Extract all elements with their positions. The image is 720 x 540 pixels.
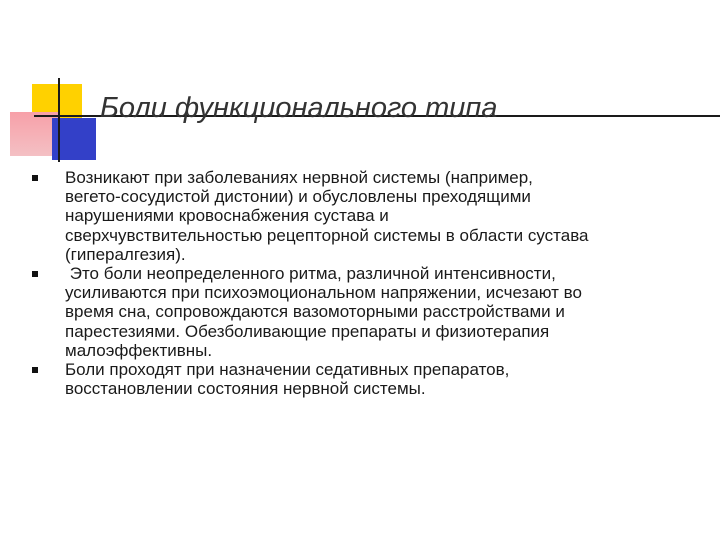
bullet-item <box>30 360 690 398</box>
bullet-list <box>30 168 690 398</box>
bullet-line: восстановлении состояния нервной системы. <box>65 379 426 399</box>
bullet-line: вегето-сосудистой дистонии) и обусловлены преходящими <box>65 187 531 207</box>
decor-pink-square <box>10 112 58 156</box>
square-bullet-icon <box>32 271 38 277</box>
bullet-line: Боли проходят при назначении седативных препаратов, <box>65 360 510 380</box>
bullet-line: нарушениями кровоснабжения сустава и <box>65 206 389 226</box>
bullet-line: время сна, сопровождаются вазомоторными расстройствами и <box>65 302 565 322</box>
decor-vertical-rule <box>58 78 60 162</box>
square-bullet-icon <box>32 175 38 181</box>
bullet-line: Возникают при заболеваниях нервной системы (например, <box>65 168 533 187</box>
bullet-line: усиливаются при психоэмоциональном напряжении, исчезают во <box>65 283 582 303</box>
bullet-item <box>30 264 690 360</box>
bullet-item <box>30 168 690 264</box>
square-bullet-icon <box>32 367 38 373</box>
bullet-line: парестезиями. Обезболивающие препараты и физиотерапия <box>65 321 550 341</box>
bullet-line: малоэффективны. <box>65 340 213 360</box>
bullet-line: сверхчувствительностью рецепторной системы в области сустава <box>65 225 589 245</box>
bullet-line: Это боли неопределенного ритма, различной интенсивности, <box>65 264 556 284</box>
bullet-line: (гипералгезия). <box>65 244 186 264</box>
slide-title: Боли функционального типа <box>100 92 498 124</box>
